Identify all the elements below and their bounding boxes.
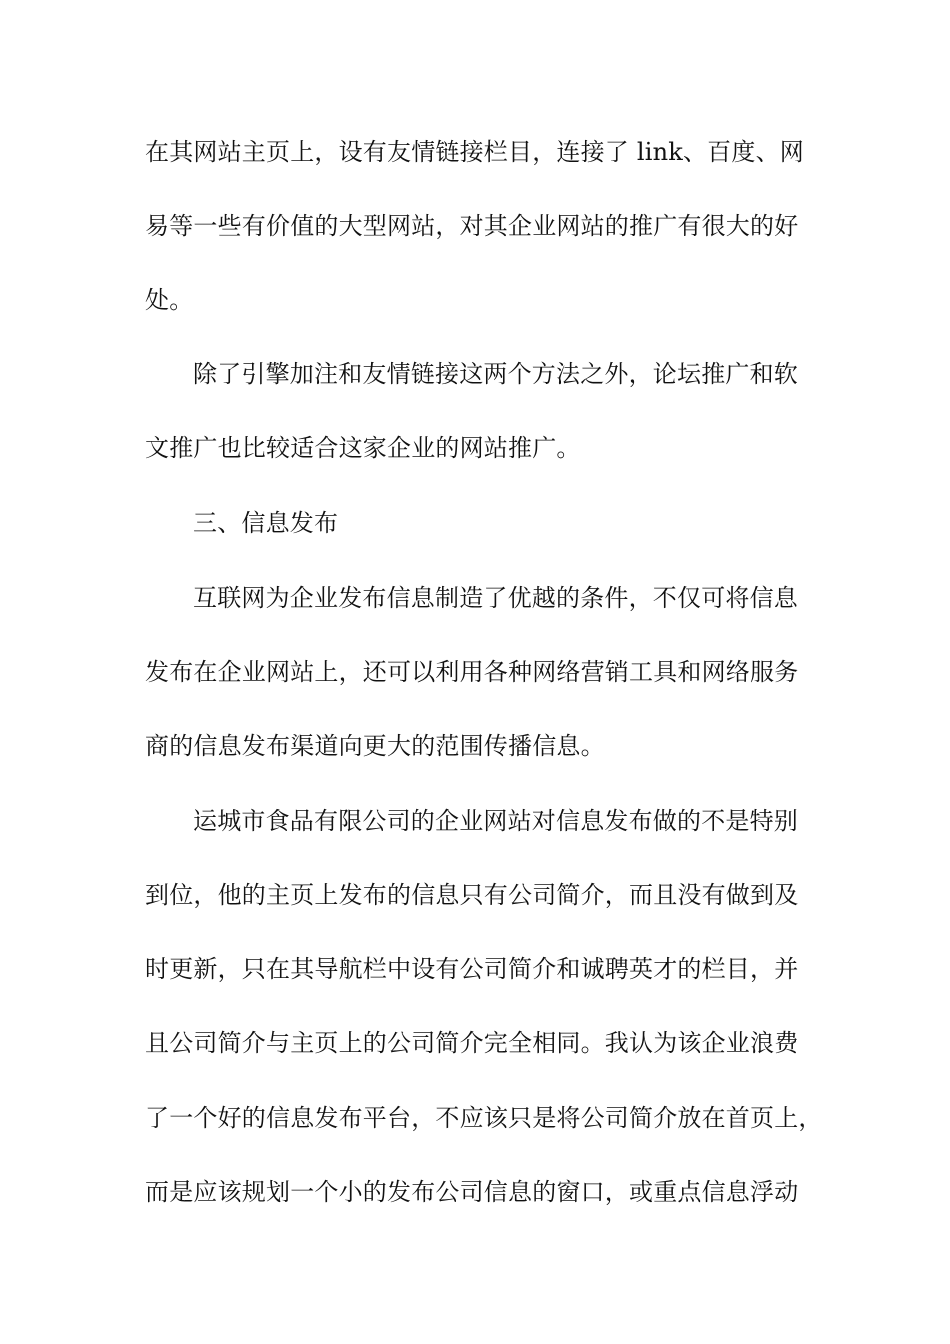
paragraph-line: 商的信息发布渠道向更大的范围传播信息。 [145, 732, 605, 760]
paragraph-line: 除了引擎加注和友情链接这两个方法之外，论坛推广和软 [193, 360, 798, 388]
section-heading: 三、信息发布 [193, 509, 339, 537]
paragraph-line: 互联网为企业发布信息制造了优越的条件，不仅可将信息 [193, 584, 798, 612]
paragraph-line: 处。 [145, 286, 194, 314]
paragraph-line: 时更新，只在其导航栏中设有公司简介和诚聘英才的栏目，并 [145, 955, 799, 983]
paragraph-line: 而是应该规划一个小的发布公司信息的窗口，或重点信息浮动 [145, 1178, 799, 1206]
paragraph-line: 运城市食品有限公司的企业网站对信息发布做的不是特别 [193, 807, 798, 835]
paragraph-line: 到位，他的主页上发布的信息只有公司简介，而且没有做到及 [145, 881, 799, 909]
paragraph-line: 发布在企业网站上，还可以利用各种网络营销工具和网络服务 [145, 658, 799, 686]
paragraph-line: 且公司简介与主页上的公司简介完全相同。我认为该企业浪费 [145, 1029, 799, 1057]
paragraph-line: 易等一些有价值的大型网站，对其企业网站的推广有很大的好 [145, 212, 799, 240]
paragraph-line: 文推广也比较适合这家企业的网站推广。 [145, 434, 581, 462]
paragraph-line: 在其网站主页上，设有友情链接栏目，连接了 link、百度、网 [145, 138, 804, 166]
paragraph-line: 了一个好的信息发布平台，不应该只是将公司简介放在首页上， [145, 1104, 823, 1132]
